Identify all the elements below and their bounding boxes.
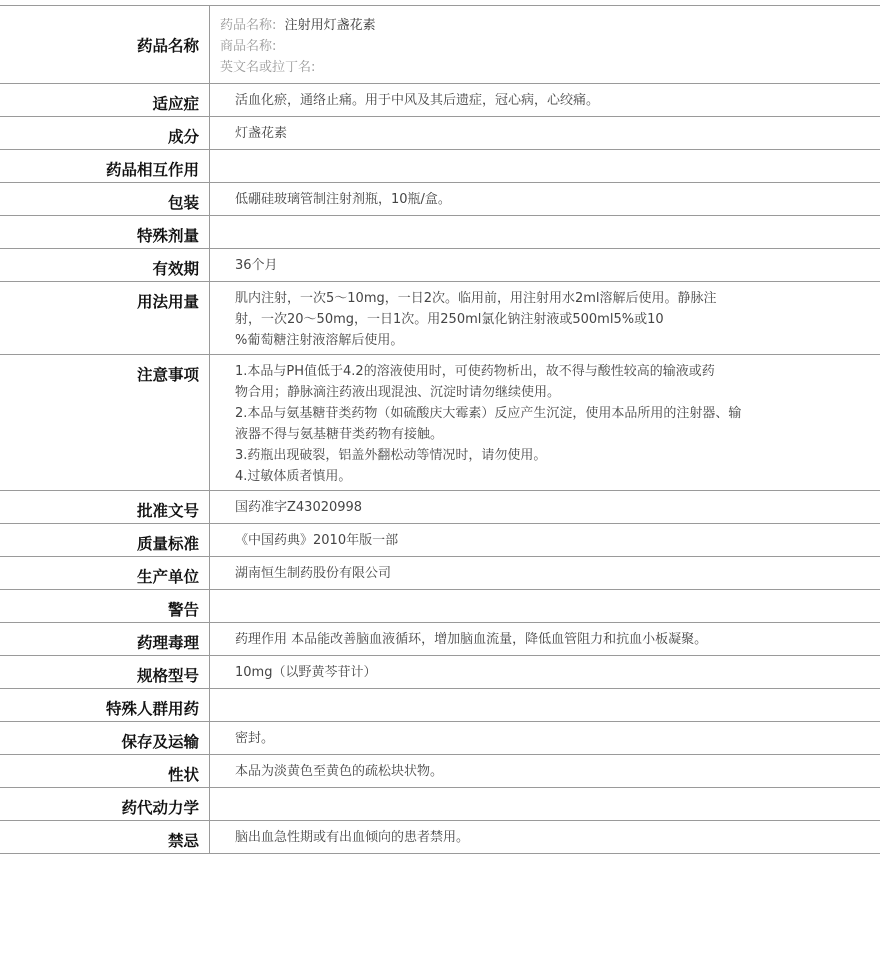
value-validity: 36个月: [235, 258, 278, 273]
drug-generic-name-value: 注射用灯盏花素: [284, 18, 376, 33]
row-ingredients: [0, 117, 880, 150]
drug-trade-name: 商品名称:: [220, 39, 277, 54]
usage-line: 肌内注射，一次5～10mg，一日2次。临用前，用注射用水2ml溶解后使用。静脉注: [235, 291, 717, 306]
label-special-dose: 特殊剂量: [136, 227, 199, 245]
row-package: [0, 183, 880, 216]
drug-english-name: 英文名或拉丁名:: [220, 60, 316, 75]
row-special-dose: [0, 216, 880, 249]
row-interaction: [0, 150, 880, 183]
notes-line: 1.本品与PH值低于4.2的溶液使用时，可使药物析出，故不得与酸性较高的输液或药: [235, 364, 715, 379]
value-package: 低硼硅玻璃管制注射剂瓶，10瓶/盒。: [235, 192, 451, 207]
label-character: 性状: [167, 766, 199, 784]
label-storage: 保存及运输: [121, 733, 199, 751]
value-pharmacology: 药理作用 本品能改善脑血液循环，增加脑血流量，降低血管阻力和抗血小板凝聚。: [235, 632, 708, 647]
row-notes: [0, 355, 880, 491]
label-ingredients: 成分: [167, 128, 199, 146]
row-pharmacology: [0, 623, 880, 656]
value-special-group: [210, 689, 795, 695]
row-warning: [0, 590, 880, 623]
label-package: 包装: [167, 194, 199, 212]
value-notes: [210, 355, 815, 487]
row-usage: [0, 282, 880, 355]
row-validity: [0, 249, 880, 282]
label-notes: 注意事项: [136, 366, 199, 384]
drug-generic-name: 药品名称: 注射用灯盏花素: [220, 18, 376, 33]
notes-line: 3.药瓶出现破裂，铝盖外翻松动等情况时，请勿使用。: [235, 448, 547, 463]
value-character: 本品为淡黄色至黄色的疏松块状物。: [235, 764, 444, 779]
row-contraindication: [0, 821, 880, 854]
value-ingredients: 灯盏花素: [235, 126, 288, 141]
value-special-dose: [210, 216, 795, 222]
usage-line: 射，一次20～50mg，一日1次。用250ml氯化钠注射液或500ml5%或10: [235, 312, 664, 327]
label-validity: 有效期: [152, 260, 199, 278]
drug-info-table: [0, 5, 880, 854]
label-warning: 警告: [167, 601, 199, 619]
value-interaction: [210, 150, 795, 156]
label-manufacturer: 生产单位: [136, 568, 199, 586]
label-drug-name: 药品名称: [136, 37, 199, 55]
value-standard: 《中国药典》2010年版一部: [235, 533, 399, 548]
row-approval: [0, 491, 880, 524]
value-approval: 国药准字Z43020998: [235, 500, 363, 515]
label-pharmacokinetics: 药代动力学: [121, 799, 199, 817]
label-interaction: 药品相互作用: [105, 161, 199, 179]
value-warning: [210, 590, 795, 596]
value-usage: [210, 282, 795, 351]
row-pharmacokinetics: [0, 788, 880, 821]
label-approval: 批准文号: [136, 502, 199, 520]
row-indication: [0, 84, 880, 117]
value-contraindication: 脑出血急性期或有出血倾向的患者禁用。: [235, 830, 470, 845]
label-pharmacology: 药理毒理: [136, 634, 199, 652]
value-storage: 密封。: [235, 731, 275, 746]
row-drug-name: [0, 6, 880, 84]
label-special-group: 特殊人群用药: [105, 700, 199, 718]
label-spec: 规格型号: [136, 667, 199, 685]
usage-line: %葡萄糖注射液溶解后使用。: [235, 333, 404, 348]
value-manufacturer: 湖南恒生制药股份有限公司: [235, 566, 392, 581]
value-indication: 活血化瘀，通络止痛。用于中风及其后遗症，冠心病，心绞痛。: [235, 93, 600, 108]
label-usage: 用法用量: [136, 293, 199, 311]
label-standard: 质量标准: [136, 535, 199, 553]
row-storage: [0, 722, 880, 755]
label-contraindication: 禁忌: [167, 832, 199, 850]
row-spec: [0, 656, 880, 689]
notes-line: 2.本品与氨基糖苷类药物（如硫酸庆大霉素）反应产生沉淀，使用本品所用的注射器、输: [235, 406, 742, 421]
label-indication: 适应症: [152, 95, 199, 113]
row-manufacturer: [0, 557, 880, 590]
row-standard: [0, 524, 880, 557]
row-character: [0, 755, 880, 788]
value-pharmacokinetics: [210, 788, 795, 794]
notes-line: 4.过敏体质者慎用。: [235, 469, 352, 484]
notes-line: 液器不得与氨基糖苷类药物有接触。: [235, 427, 444, 442]
notes-line: 物合用；静脉滴注药液出现混浊、沉淀时请勿继续使用。: [235, 385, 561, 400]
value-spec: 10mg（以野黄芩苷计）: [235, 665, 377, 680]
row-special-group: [0, 689, 880, 722]
